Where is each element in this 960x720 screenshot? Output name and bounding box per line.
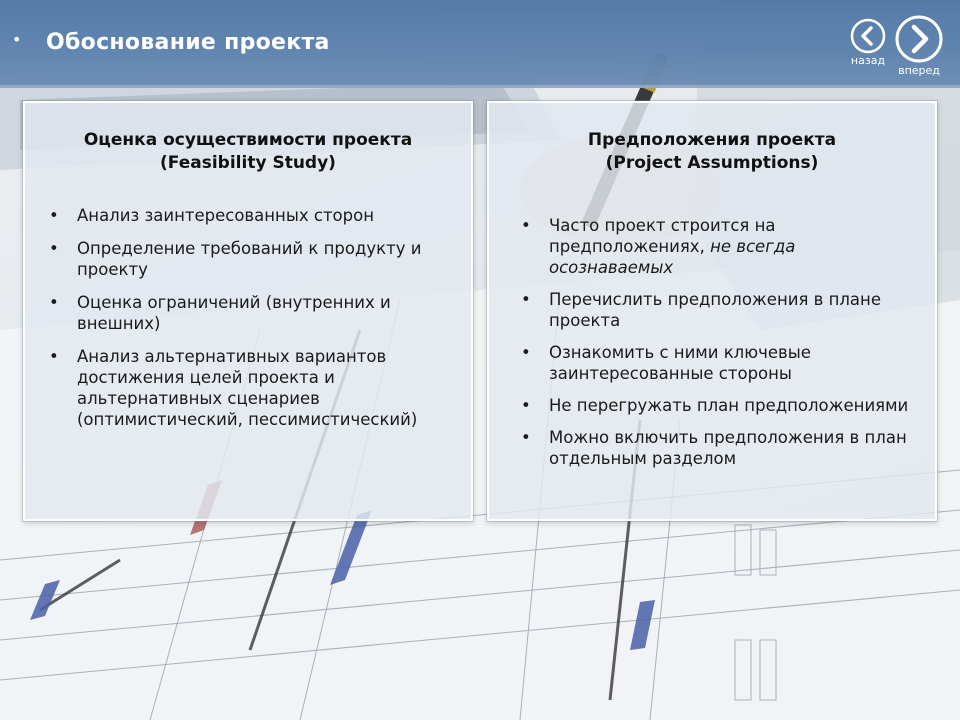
- assumptions-list: [489, 215, 935, 469]
- feasibility-panel: [23, 101, 473, 521]
- list-item: • Анализ альтернативных вариантов достижения целей проекта и альтернативных сценариев (оптимистический, пессимистический): [77, 346, 453, 430]
- title-bullet: •: [12, 30, 22, 49]
- chevron-left-circle-icon: [850, 18, 886, 54]
- feasibility-heading: [35, 129, 461, 175]
- list-item: [549, 215, 917, 278]
- list-item: • Определение требований к продукту и проекту: [77, 238, 453, 280]
- assumptions-panel: [487, 101, 937, 521]
- back-label: назад: [850, 54, 886, 67]
- assumption-1-text: Часто проект строится на предположениях,: [549, 216, 776, 256]
- assumptions-heading-line1: Предположения проекта: [587, 130, 837, 150]
- feasibility-heading-line2: (Feasibility Study): [160, 153, 336, 173]
- feasibility-heading-line1: Оценка осуществимости проекта: [83, 130, 413, 150]
- assumption-1-italic: не всегда осознаваемых: [549, 237, 796, 277]
- assumptions-heading: [499, 129, 925, 175]
- list-item: • Перечислить предположения в плане проекта: [549, 289, 917, 331]
- forward-label: вперед: [898, 64, 940, 77]
- forward-button[interactable]: [890, 14, 948, 77]
- feasibility-list: [25, 205, 471, 430]
- list-item: • Не перегружать план предположениями: [549, 395, 917, 416]
- back-button[interactable]: [846, 18, 890, 67]
- list-item: • Ознакомить с ними ключевые заинтересованные стороны: [549, 342, 917, 384]
- list-item: • Можно включить предположения в план отдельным разделом: [549, 427, 917, 469]
- chevron-right-circle-icon: [894, 14, 944, 64]
- assumptions-heading-line2: (Project Assumptions): [605, 153, 819, 173]
- slide-title: Обоснование проекта: [46, 30, 330, 55]
- list-item: • Анализ заинтересованных сторон: [77, 205, 453, 226]
- list-item: • Оценка ограничений (внутренних и внешних): [77, 292, 453, 334]
